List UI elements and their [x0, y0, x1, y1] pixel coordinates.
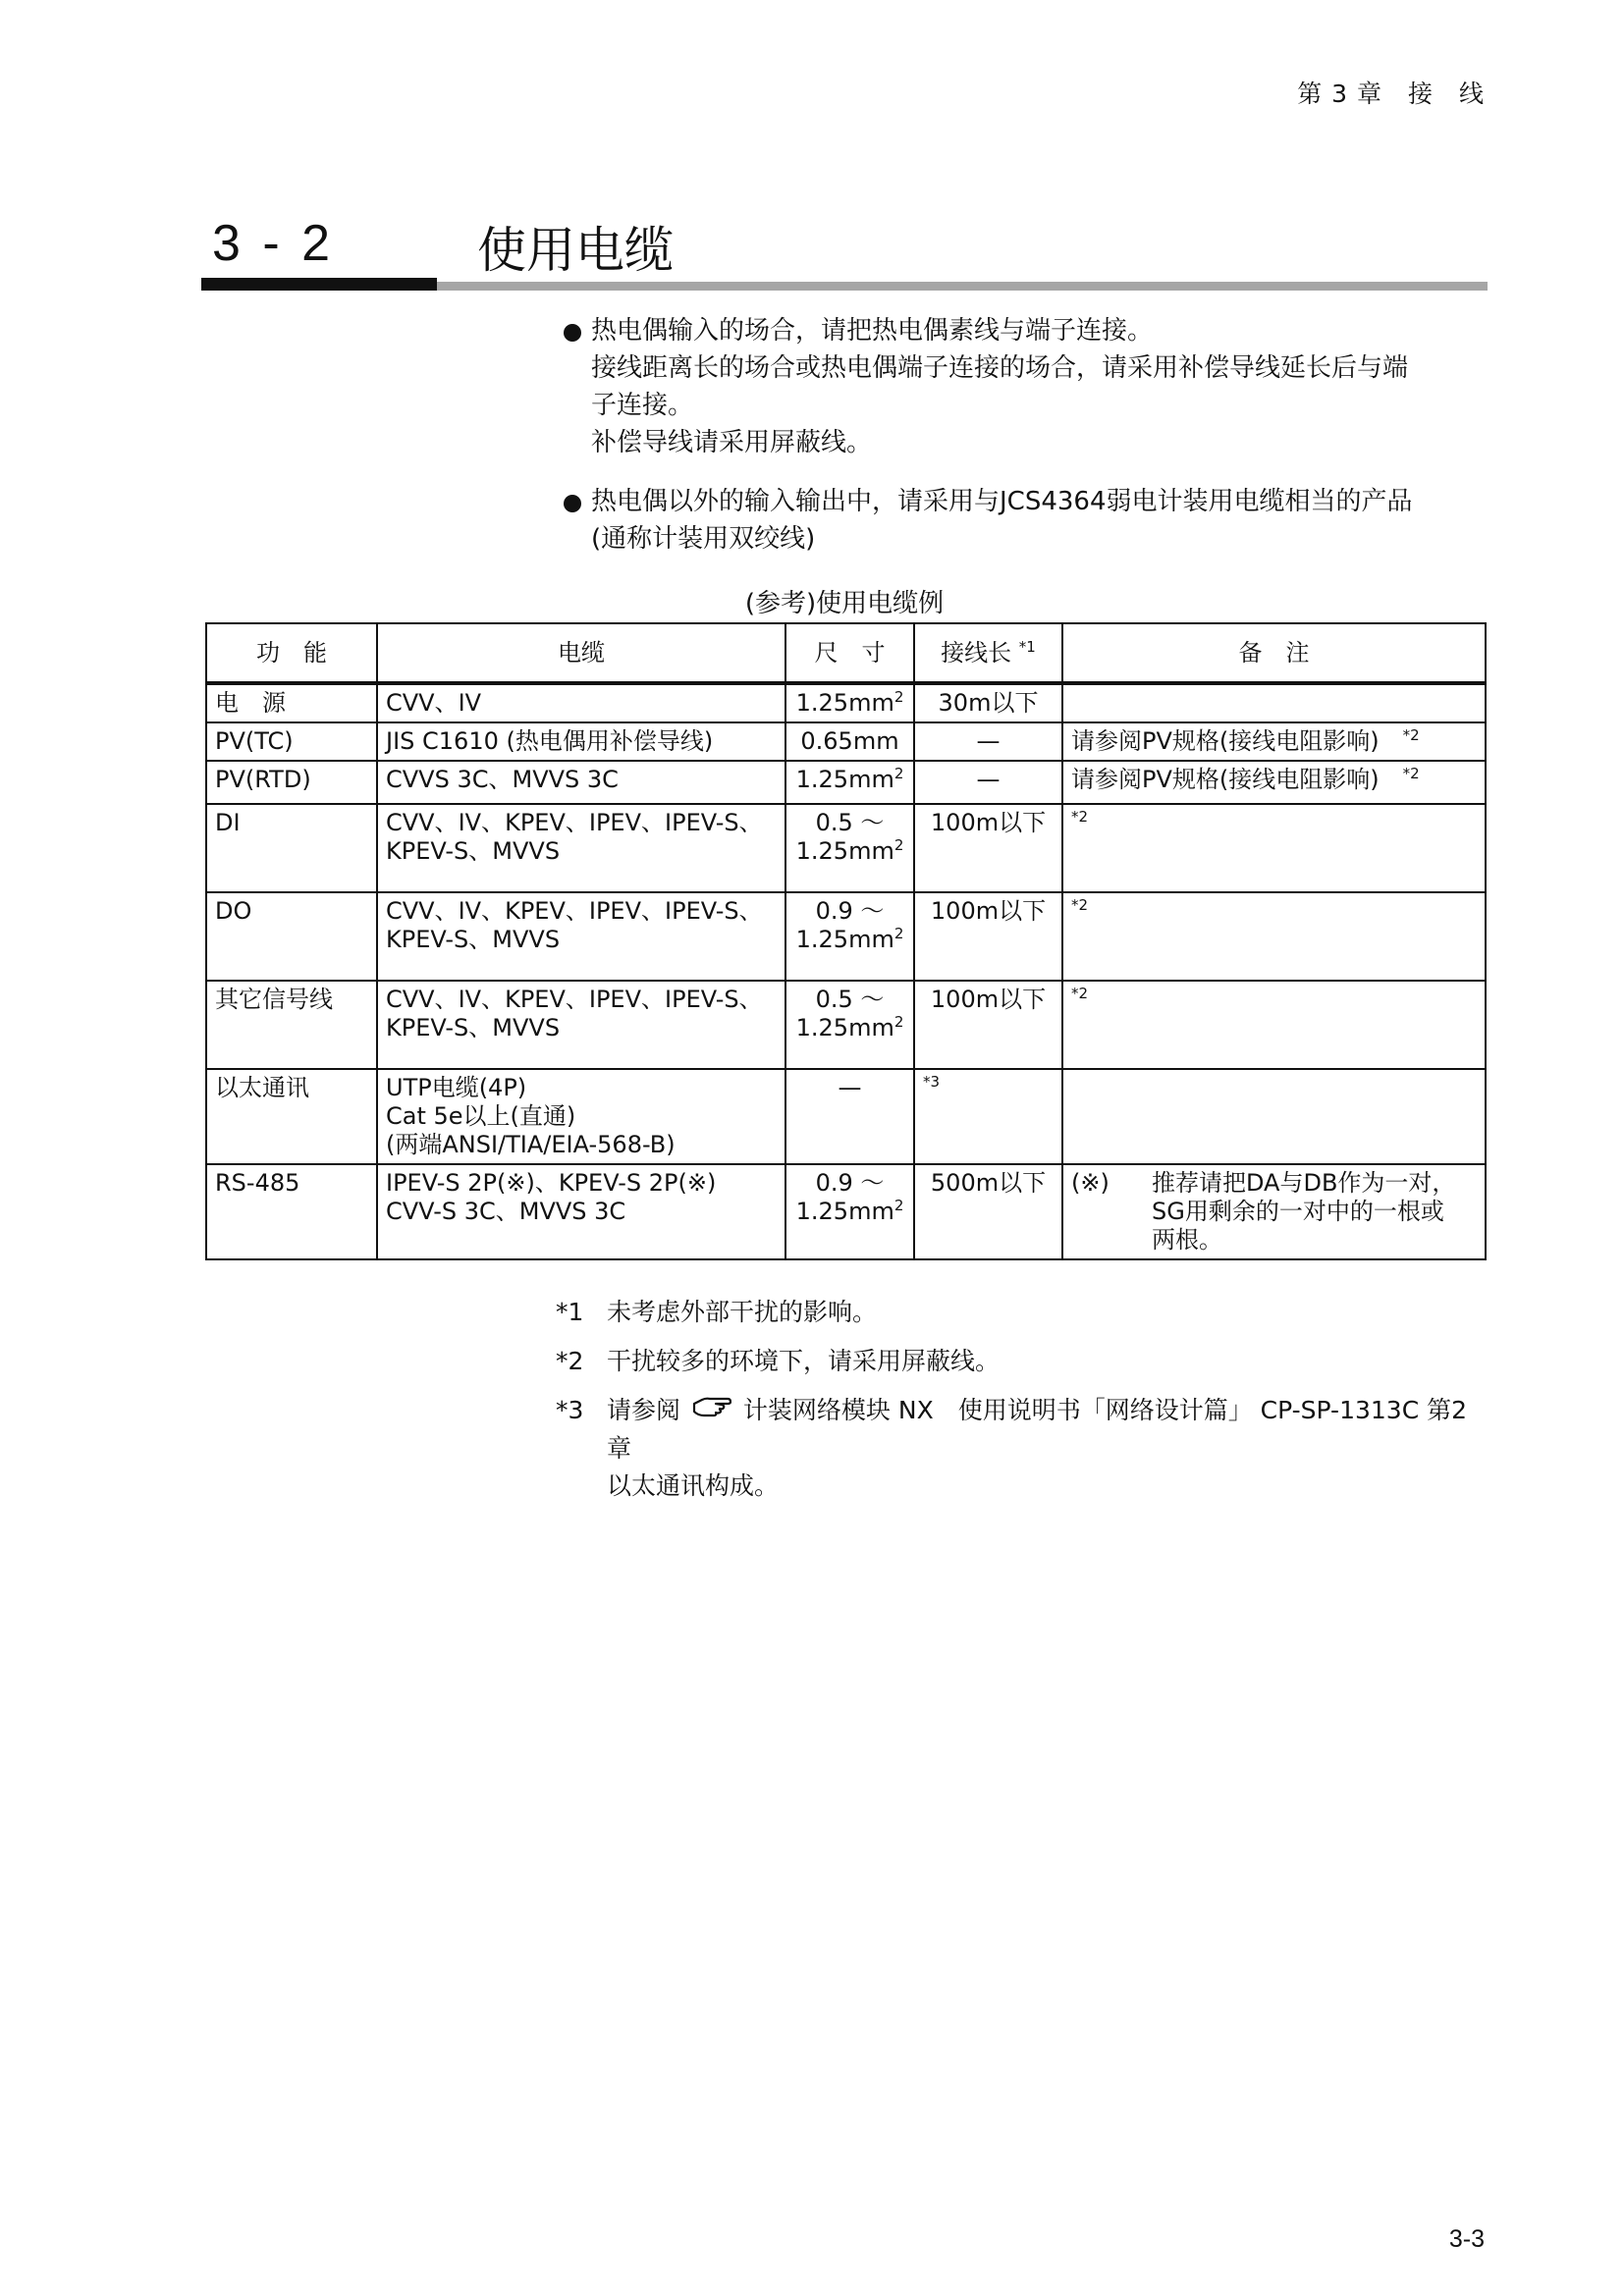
cell-size [785, 683, 914, 722]
size-sup: 2 [893, 836, 904, 854]
function-text: RS-485 [215, 1169, 300, 1197]
cell-remark [1062, 761, 1486, 804]
bullet-line: 热电偶输入的场合，请把热电偶素线与端子连接。 [591, 316, 1154, 346]
cell-length [914, 761, 1062, 804]
cell-cable [377, 722, 785, 761]
cell-length [914, 892, 1062, 981]
table-row [206, 683, 1486, 722]
running-header: 第 3 章 接 线 [1297, 80, 1485, 108]
remark-sup: *2 [1071, 896, 1089, 914]
cable-text: JIS C1610 (热电偶用补偿导线) [386, 727, 714, 755]
cell-remark [1062, 683, 1486, 722]
header-size: 尺 寸 [785, 623, 914, 683]
size-sup: 2 [893, 925, 904, 942]
footnote-mark: *2 [556, 1347, 584, 1375]
cable-text: CVV、IV [386, 689, 482, 717]
size-text: 0.5 ～ 1.25mm [795, 986, 894, 1041]
cable-text: CVV、IV、KPEV、IPEV、IPEV-S、 KPEV-S、MVVS [386, 809, 763, 865]
table-row [206, 804, 1486, 892]
footnote-text: 未考虑外部干扰的影响。 [607, 1298, 878, 1326]
function-text: 其它信号线 [215, 986, 333, 1013]
header-length [914, 623, 1062, 683]
table-header-row [206, 623, 1486, 683]
function-text: 以太通讯 [215, 1074, 309, 1101]
size-sup: 2 [893, 688, 904, 706]
size-text: 1.25mm [795, 766, 894, 793]
remark-text: 请参阅PV规格(接线电阻影响) [1071, 727, 1403, 755]
bullet-item [562, 483, 1485, 558]
function-text: PV(TC) [215, 727, 294, 755]
remark-sup: *2 [1071, 985, 1089, 1002]
cell-length [914, 722, 1062, 761]
header-function: 功 能 [206, 623, 377, 683]
function-text: DO [215, 897, 252, 925]
cell-function [206, 892, 377, 981]
length-text: 500m以下 [930, 1169, 1047, 1197]
cell-size [785, 722, 914, 761]
size-text: 0.65mm [800, 727, 899, 755]
cable-text: CVV、IV、KPEV、IPEV、IPEV-S、 KPEV-S、MVVS [386, 986, 763, 1041]
cell-function [206, 804, 377, 892]
header-cable: 电缆 [377, 623, 785, 683]
function-text: DI [215, 809, 241, 836]
size-sup: 2 [893, 1197, 904, 1214]
cell-length [914, 1164, 1062, 1259]
cell-cable [377, 892, 785, 981]
bullet-dot-icon [564, 324, 581, 342]
footnotes [556, 1294, 1489, 1517]
cell-remark [1062, 1069, 1486, 1164]
size-text: 0.9 ～ 1.25mm [795, 1169, 894, 1225]
section-rule-dark [201, 278, 437, 291]
cell-function [206, 683, 377, 722]
remark-mark: (※) [1071, 1169, 1110, 1197]
cell-cable [377, 1164, 785, 1259]
cell-size [785, 761, 914, 804]
footnote-text-cont: 以太通讯构成。 [607, 1471, 780, 1500]
cell-size [785, 1069, 914, 1164]
footnote-text-before: 请参阅 [607, 1396, 681, 1424]
cell-function [206, 722, 377, 761]
bullet-list [562, 312, 1485, 579]
cell-function [206, 1164, 377, 1259]
remark-text: 请参阅PV规格(接线电阻影响) [1071, 766, 1403, 793]
bullet-line: (通称计装用双绞线) [591, 524, 816, 554]
footnote [556, 1294, 1489, 1331]
table-row [206, 981, 1486, 1069]
cell-size [785, 981, 914, 1069]
size-sup: 2 [893, 765, 904, 782]
remark-sup: *2 [1071, 808, 1089, 826]
size-text: 1.25mm [795, 689, 894, 717]
bullet-dot-icon [564, 495, 581, 512]
cell-remark [1062, 804, 1486, 892]
cell-cable [377, 761, 785, 804]
cell-length [914, 683, 1062, 722]
cell-remark [1062, 892, 1486, 981]
size-text: 0.9 ～ 1.25mm [795, 897, 894, 953]
length-text: 100m以下 [930, 986, 1047, 1013]
section-rule-grey [437, 282, 1488, 291]
cell-function [206, 1069, 377, 1164]
bullet-line: 补偿导线请采用屏蔽线。 [591, 428, 873, 457]
remark-sup: *2 [1402, 726, 1420, 744]
footnote-text-after: 计装网络模块 NX 使用说明书「网络设计篇」 CP-SP-1313C 第2章 [607, 1396, 1467, 1463]
cell-cable [377, 981, 785, 1069]
cell-function [206, 761, 377, 804]
footnote-mark: *1 [556, 1298, 584, 1326]
footnote [556, 1343, 1489, 1380]
size-text: — [838, 1074, 862, 1101]
cell-length [914, 1069, 1062, 1164]
size-sup: 2 [893, 1013, 904, 1031]
cell-function [206, 981, 377, 1069]
cell-cable [377, 683, 785, 722]
cell-remark [1062, 1164, 1486, 1259]
remark-text: 推荐请把DA与DB作为一对， SG用剩余的一对中的一根或 两根。 [1152, 1169, 1456, 1254]
bullet-item [562, 312, 1485, 461]
cell-cable [377, 1069, 785, 1164]
table-caption: (参考)使用电缆例 [744, 589, 945, 618]
header-remark: 备 注 [1062, 623, 1486, 683]
cell-remark [1062, 981, 1486, 1069]
table-row [206, 722, 1486, 761]
footnote [556, 1392, 1489, 1505]
page-number: 3-3 [1448, 2225, 1485, 2253]
bullet-line: 接线距离长的场合或热电偶端子连接的场合，请采用补偿导线延长后与端 [591, 353, 1409, 383]
function-text: PV(RTD) [215, 766, 311, 793]
cell-remark [1062, 722, 1486, 761]
footnote-text [607, 1392, 1489, 1505]
header-length-label: 接线长 [941, 638, 1019, 667]
bullet-line: 热电偶以外的输入输出中，请采用与JCS4364弱电计装用电缆相当的产品 [591, 487, 1413, 516]
bullet-line: 子连接。 [591, 391, 694, 420]
cable-text: CVVS 3C、MVVS 3C [386, 766, 619, 793]
cable-text: CVV、IV、KPEV、IPEV、IPEV-S、 KPEV-S、MVVS [386, 897, 763, 953]
cell-size [785, 1164, 914, 1259]
length-text: — [976, 727, 1001, 755]
cell-cable [377, 804, 785, 892]
table-row [206, 892, 1486, 981]
length-text: 100m以下 [930, 897, 1047, 925]
table-row [206, 761, 1486, 804]
cable-text: UTP电缆(4P) Cat 5e以上(直通) (两端ANSI/TIA/EIA-568-B) [386, 1074, 676, 1158]
length-text: — [976, 766, 1001, 793]
footnote-mark: *3 [556, 1396, 584, 1424]
function-text: 电 源 [215, 689, 286, 717]
section-number: 3 - 2 [212, 215, 335, 272]
length-sup: *3 [923, 1073, 941, 1091]
table-row [206, 1069, 1486, 1164]
cable-text: IPEV-S 2P(※)、KPEV-S 2P(※) CVV-S 3C、MVVS 3C [386, 1169, 717, 1225]
length-text: 100m以下 [930, 809, 1047, 836]
remark-block [1071, 1169, 1477, 1255]
size-text: 0.5 ～ 1.25mm [795, 809, 894, 865]
cell-length [914, 804, 1062, 892]
remark-sup: *2 [1402, 765, 1420, 782]
cell-size [785, 804, 914, 892]
table-row [206, 1164, 1486, 1259]
footnote-text: 干扰较多的环境下，请采用屏蔽线。 [607, 1347, 1001, 1375]
pointing-hand-icon [692, 1393, 731, 1430]
section-title: 使用电缆 [477, 222, 674, 279]
header-length-sup: *1 [1018, 637, 1036, 656]
cable-table [205, 622, 1487, 1260]
length-text: 30m以下 [938, 689, 1039, 717]
cell-size [785, 892, 914, 981]
cell-length [914, 981, 1062, 1069]
